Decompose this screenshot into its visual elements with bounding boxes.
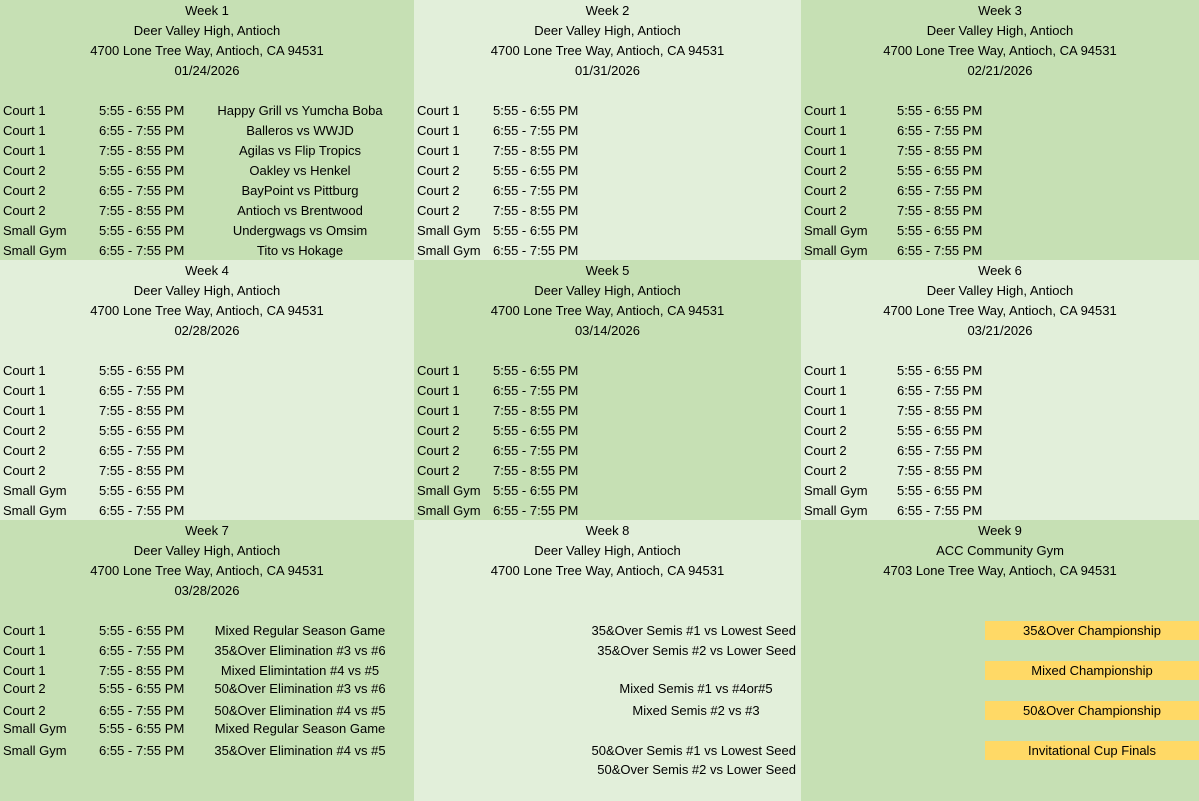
court: Court 1 (3, 623, 46, 638)
time: 7:55 - 8:55 PM (99, 143, 185, 158)
matchup: Oakley vs Henkel (249, 163, 351, 178)
championship-badge: 35&Over Championship (985, 621, 1199, 640)
court: Small Gym (804, 223, 868, 238)
venue: Deer Valley High, Antioch (534, 283, 681, 298)
court: Court 1 (417, 403, 460, 418)
schedule-row (414, 481, 801, 501)
court: Court 2 (804, 443, 847, 458)
court: Court 2 (3, 203, 46, 218)
schedule-row (0, 121, 414, 141)
schedule-row (0, 181, 414, 201)
schedule-row (0, 101, 414, 121)
date: 03/14/2026 (574, 323, 641, 338)
schedule-row (0, 201, 414, 221)
schedule-row (801, 381, 1199, 401)
time: 6:55 - 7:55 PM (493, 383, 579, 398)
time: 5:55 - 6:55 PM (493, 423, 579, 438)
time: 5:55 - 6:55 PM (493, 103, 579, 118)
schedule-row (0, 421, 414, 441)
court: Small Gym (804, 243, 868, 258)
court: Small Gym (417, 243, 481, 258)
schedule-row (0, 141, 414, 161)
court: Court 1 (3, 123, 46, 138)
schedule-row (801, 441, 1199, 461)
matchup: 35&Over Elimination #4 vs #5 (214, 743, 386, 758)
matchup: Agilas vs Flip Tropics (238, 143, 362, 158)
schedule-row (0, 741, 414, 761)
time: 6:55 - 7:55 PM (99, 123, 185, 138)
week-title: Week 8 (585, 523, 630, 538)
week-6-block (801, 260, 1199, 520)
schedule-row (0, 481, 414, 501)
schedule-row (414, 121, 801, 141)
schedule-row (801, 101, 1199, 121)
schedule-row (801, 141, 1199, 161)
schedule-row (0, 679, 414, 699)
court: Court 2 (417, 163, 460, 178)
court: Court 2 (804, 163, 847, 178)
schedule-row (801, 241, 1199, 260)
schedule-row (414, 401, 801, 421)
matchup: BayPoint vs Pittburg (241, 183, 359, 198)
time: 5:55 - 6:55 PM (99, 363, 185, 378)
matchup: Tito vs Hokage (256, 243, 344, 258)
schedule-row (414, 421, 801, 441)
court: Court 1 (3, 663, 46, 678)
time: 6:55 - 7:55 PM (493, 183, 579, 198)
date: 03/28/2026 (174, 583, 240, 598)
court: Court 1 (3, 103, 46, 118)
address: 4700 Lone Tree Way, Antioch, CA 94531 (90, 563, 324, 578)
court: Small Gym (417, 483, 481, 498)
matchup: 35&Over Semis #1 vs Lowest Seed (591, 623, 796, 638)
time: 5:55 - 6:55 PM (897, 103, 983, 118)
address: 4700 Lone Tree Way, Antioch, CA 94531 (90, 303, 324, 318)
schedule-row (414, 441, 801, 461)
matchup: 35&Over Elimination #3 vs #6 (214, 643, 386, 658)
time: 6:55 - 7:55 PM (493, 443, 579, 458)
address: 4703 Lone Tree Way, Antioch, CA 94531 (883, 563, 1117, 578)
week-title: Week 5 (585, 263, 630, 278)
time: 6:55 - 7:55 PM (99, 643, 185, 658)
week-title: Week 2 (585, 3, 630, 18)
court: Court 2 (3, 423, 46, 438)
court: Court 2 (3, 463, 46, 478)
time: 6:55 - 7:55 PM (99, 703, 185, 718)
week-1-block (0, 0, 414, 260)
schedule-row (414, 241, 801, 260)
matchup: Balleros vs WWJD (246, 123, 354, 138)
matchup: 50&Over Semis #1 vs Lowest Seed (591, 743, 796, 758)
matchup: Mixed Regular Season Game (214, 721, 386, 736)
time: 5:55 - 6:55 PM (897, 163, 983, 178)
court: Court 2 (417, 203, 460, 218)
court: Court 1 (804, 123, 847, 138)
semifinal-row (414, 679, 801, 699)
time: 6:55 - 7:55 PM (493, 243, 579, 258)
matchup: Mixed Semis #2 vs #3 (632, 703, 760, 718)
address: 4700 Lone Tree Way, Antioch, CA 94531 (90, 43, 324, 58)
time: 6:55 - 7:55 PM (493, 123, 579, 138)
schedule-row (0, 621, 414, 641)
court: Court 2 (3, 703, 46, 718)
time: 5:55 - 6:55 PM (99, 483, 185, 498)
court: Small Gym (3, 503, 67, 518)
venue: Deer Valley High, Antioch (133, 283, 281, 298)
date: 01/31/2026 (574, 63, 641, 78)
time: 5:55 - 6:55 PM (99, 163, 185, 178)
court: Court 2 (417, 423, 460, 438)
court: Court 1 (804, 383, 847, 398)
venue: Deer Valley High, Antioch (534, 543, 681, 558)
schedule-row (801, 181, 1199, 201)
week-title: Week 7 (185, 523, 229, 538)
schedule-row (801, 121, 1199, 141)
schedule-row (0, 401, 414, 421)
time: 5:55 - 6:55 PM (493, 163, 579, 178)
court: Court 1 (417, 123, 460, 138)
court: Court 1 (804, 103, 847, 118)
week-title: Week 9 (978, 523, 1022, 538)
time: 7:55 - 8:55 PM (99, 663, 185, 678)
time: 5:55 - 6:55 PM (897, 363, 983, 378)
schedule-row (414, 461, 801, 481)
time: 7:55 - 8:55 PM (99, 203, 185, 218)
time: 6:55 - 7:55 PM (897, 443, 983, 458)
court: Court 2 (3, 443, 46, 458)
schedule-row (414, 501, 801, 520)
court: Small Gym (3, 483, 67, 498)
time: 5:55 - 6:55 PM (493, 223, 579, 238)
time: 7:55 - 8:55 PM (897, 203, 983, 218)
time: 7:55 - 8:55 PM (897, 463, 983, 478)
week-title: Week 1 (185, 3, 229, 18)
court: Court 1 (3, 363, 46, 378)
schedule-row (801, 201, 1199, 221)
week-title: Week 4 (185, 263, 229, 278)
court: Court 2 (417, 183, 460, 198)
court: Court 2 (3, 183, 46, 198)
schedule-row (414, 221, 801, 241)
time: 6:55 - 7:55 PM (493, 503, 579, 518)
schedule-row (0, 381, 414, 401)
time: 6:55 - 7:55 PM (99, 243, 185, 258)
court: Court 1 (417, 143, 460, 158)
schedule-row (414, 101, 801, 121)
time: 6:55 - 7:55 PM (99, 383, 185, 398)
time: 7:55 - 8:55 PM (99, 463, 185, 478)
matchup: Mixed Semis #1 vs #4or#5 (619, 681, 773, 696)
schedule-row (0, 501, 414, 520)
date: 01/24/2026 (174, 63, 240, 78)
address: 4700 Lone Tree Way, Antioch, CA 94531 (490, 303, 725, 318)
time: 5:55 - 6:55 PM (897, 223, 983, 238)
address: 4700 Lone Tree Way, Antioch, CA 94531 (490, 43, 725, 58)
court: Small Gym (3, 743, 67, 758)
time: 7:55 - 8:55 PM (493, 203, 579, 218)
court: Court 2 (3, 163, 46, 178)
schedule-row (801, 461, 1199, 481)
semifinal-row (414, 760, 801, 780)
court: Court 1 (804, 363, 847, 378)
matchup: Happy Grill vs Yumcha Boba (217, 103, 383, 118)
date: 02/28/2026 (174, 323, 240, 338)
court: Court 2 (3, 681, 46, 696)
time: 5:55 - 6:55 PM (99, 423, 185, 438)
court: Court 1 (804, 143, 847, 158)
matchup: Mixed Regular Season Game (214, 623, 386, 638)
championship-badge: 50&Over Championship (985, 701, 1199, 720)
schedule-row (0, 361, 414, 381)
week-7-block (0, 520, 414, 801)
venue: ACC Community Gym (936, 543, 1064, 558)
schedule-row (414, 141, 801, 161)
semifinal-row (414, 641, 801, 661)
schedule-row (0, 461, 414, 481)
court: Small Gym (804, 483, 868, 498)
time: 6:55 - 7:55 PM (99, 443, 185, 458)
matchup: 50&Over Elimination #4 vs #5 (214, 703, 386, 718)
schedule-row (414, 181, 801, 201)
venue: Deer Valley High, Antioch (133, 23, 281, 38)
court: Small Gym (3, 243, 67, 258)
time: 5:55 - 6:55 PM (493, 483, 579, 498)
week-2-block (414, 0, 801, 260)
time: 7:55 - 8:55 PM (897, 403, 983, 418)
address: 4700 Lone Tree Way, Antioch, CA 94531 (883, 43, 1117, 58)
week-title: Week 3 (978, 3, 1022, 18)
time: 5:55 - 6:55 PM (99, 721, 185, 736)
matchup: 50&Over Elimination #3 vs #6 (214, 681, 386, 696)
schedule-row (801, 401, 1199, 421)
week-3-block (801, 0, 1199, 260)
time: 5:55 - 6:55 PM (493, 363, 579, 378)
court: Court 1 (804, 403, 847, 418)
time: 6:55 - 7:55 PM (897, 383, 983, 398)
week-title: Week 6 (978, 263, 1022, 278)
court: Court 2 (417, 443, 460, 458)
semifinal-row (414, 741, 801, 761)
court: Court 1 (417, 383, 460, 398)
schedule-row (0, 221, 414, 241)
schedule-row (0, 701, 414, 721)
court: Court 1 (3, 383, 46, 398)
week-8-block (414, 520, 801, 801)
schedule-row (414, 161, 801, 181)
matchup: Mixed Elimintation #4 vs #5 (220, 663, 380, 678)
time: 6:55 - 7:55 PM (99, 503, 185, 518)
time: 5:55 - 6:55 PM (99, 623, 185, 638)
date: 03/21/2026 (967, 323, 1033, 338)
schedule-row (801, 481, 1199, 501)
court: Court 1 (3, 643, 46, 658)
week-4-block (0, 260, 414, 520)
venue: Deer Valley High, Antioch (534, 23, 681, 38)
schedule-row (0, 661, 414, 681)
schedule-row (801, 221, 1199, 241)
schedule-row (0, 161, 414, 181)
court: Court 2 (804, 183, 847, 198)
schedule-row (0, 441, 414, 461)
court: Small Gym (3, 721, 67, 736)
schedule-row (801, 421, 1199, 441)
semifinal-row (414, 621, 801, 641)
matchup: 50&Over Semis #2 vs Lower Seed (597, 762, 796, 777)
court: Small Gym (417, 503, 481, 518)
venue: Deer Valley High, Antioch (926, 23, 1074, 38)
schedule-row (0, 719, 414, 739)
address: 4700 Lone Tree Way, Antioch, CA 94531 (883, 303, 1117, 318)
court: Court 1 (3, 403, 46, 418)
time: 6:55 - 7:55 PM (99, 743, 185, 758)
time: 5:55 - 6:55 PM (897, 483, 983, 498)
court: Court 2 (804, 423, 847, 438)
week-5-block (414, 260, 801, 520)
matchup: Antioch vs Brentwood (237, 203, 363, 218)
schedule-row (414, 381, 801, 401)
time: 5:55 - 6:55 PM (99, 681, 185, 696)
court: Court 2 (804, 203, 847, 218)
court: Small Gym (804, 503, 868, 518)
time: 6:55 - 7:55 PM (897, 183, 983, 198)
schedule-row (414, 361, 801, 381)
championship-badge: Invitational Cup Finals (985, 741, 1199, 760)
schedule-row (801, 501, 1199, 520)
court: Court 1 (3, 143, 46, 158)
venue: Deer Valley High, Antioch (133, 543, 281, 558)
date: 02/21/2026 (967, 63, 1033, 78)
schedule-row (801, 361, 1199, 381)
time: 5:55 - 6:55 PM (99, 223, 185, 238)
championship-badge: Mixed Championship (985, 661, 1199, 680)
matchup: 35&Over Semis #2 vs Lower Seed (597, 643, 796, 658)
time: 5:55 - 6:55 PM (897, 423, 983, 438)
address: 4700 Lone Tree Way, Antioch, CA 94531 (490, 563, 725, 578)
court: Court 2 (804, 463, 847, 478)
time: 7:55 - 8:55 PM (493, 403, 579, 418)
court: Court 1 (417, 363, 460, 378)
time: 6:55 - 7:55 PM (897, 243, 983, 258)
matchup: Undergwags vs Omsim (232, 223, 368, 238)
time: 7:55 - 8:55 PM (493, 463, 579, 478)
time: 6:55 - 7:55 PM (897, 503, 983, 518)
court: Court 1 (417, 103, 460, 118)
week-9-block (801, 520, 1199, 801)
schedule-row (0, 641, 414, 661)
court: Small Gym (3, 223, 67, 238)
time: 7:55 - 8:55 PM (493, 143, 579, 158)
court: Small Gym (417, 223, 481, 238)
time: 7:55 - 8:55 PM (99, 403, 185, 418)
time: 6:55 - 7:55 PM (99, 183, 185, 198)
court: Court 2 (417, 463, 460, 478)
time: 5:55 - 6:55 PM (99, 103, 185, 118)
venue: Deer Valley High, Antioch (926, 283, 1074, 298)
schedule-row (801, 161, 1199, 181)
semifinal-row (414, 701, 801, 721)
time: 6:55 - 7:55 PM (897, 123, 983, 138)
time: 7:55 - 8:55 PM (897, 143, 983, 158)
schedule-row (0, 241, 414, 260)
schedule-row (414, 201, 801, 221)
